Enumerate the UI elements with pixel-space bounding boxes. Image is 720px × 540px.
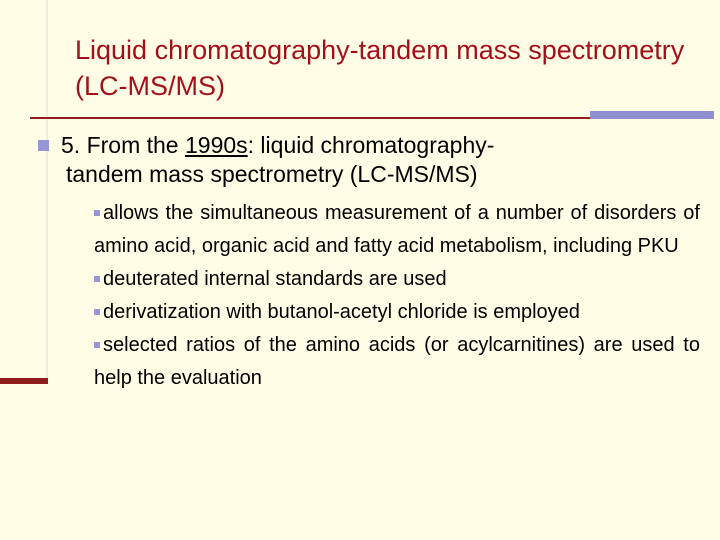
sub-bullet-text: derivatization with butanol-acetyl chloride is employed bbox=[103, 301, 580, 323]
main-point-decade: 1990s bbox=[184, 132, 248, 158]
small-square-bullet-icon bbox=[94, 276, 100, 282]
main-point-line2: tandem mass spectrometry (LC-MS/MS) bbox=[66, 161, 478, 187]
sub-bullet-text: selected ratios of the amino acids (or acylcarnitines) are used to help the evaluation bbox=[94, 334, 700, 389]
main-bullet-point bbox=[38, 131, 698, 189]
sub-bullet-item bbox=[94, 197, 700, 263]
title-underline bbox=[30, 111, 710, 123]
left-vertical-rule bbox=[46, 0, 48, 378]
sub-bullet-text: allows the simultaneous measurement of a number of disorders of amino acid, organic acid and fatty acid metabolism, including PKU bbox=[94, 202, 700, 257]
square-bullet-icon bbox=[38, 140, 49, 151]
slide-title: Liquid chromatography-tandem mass spectrometry (LC-MS/MS) bbox=[75, 35, 685, 101]
title-underline-blue bbox=[590, 111, 714, 119]
main-point-prefix: 5. From the bbox=[61, 132, 185, 158]
sub-bullet-item bbox=[94, 263, 700, 296]
sub-bullet-list bbox=[94, 197, 700, 395]
sub-bullet-item bbox=[94, 296, 700, 329]
sub-bullet-text: deuterated internal standards are used bbox=[103, 268, 447, 290]
main-point-suffix: : liquid chromatography- bbox=[247, 132, 495, 158]
sub-bullet-item bbox=[94, 329, 700, 395]
small-square-bullet-icon bbox=[94, 342, 100, 348]
small-square-bullet-icon bbox=[94, 309, 100, 315]
left-accent-bar bbox=[0, 378, 48, 384]
title-underline-red bbox=[30, 117, 590, 119]
small-square-bullet-icon bbox=[94, 210, 100, 216]
